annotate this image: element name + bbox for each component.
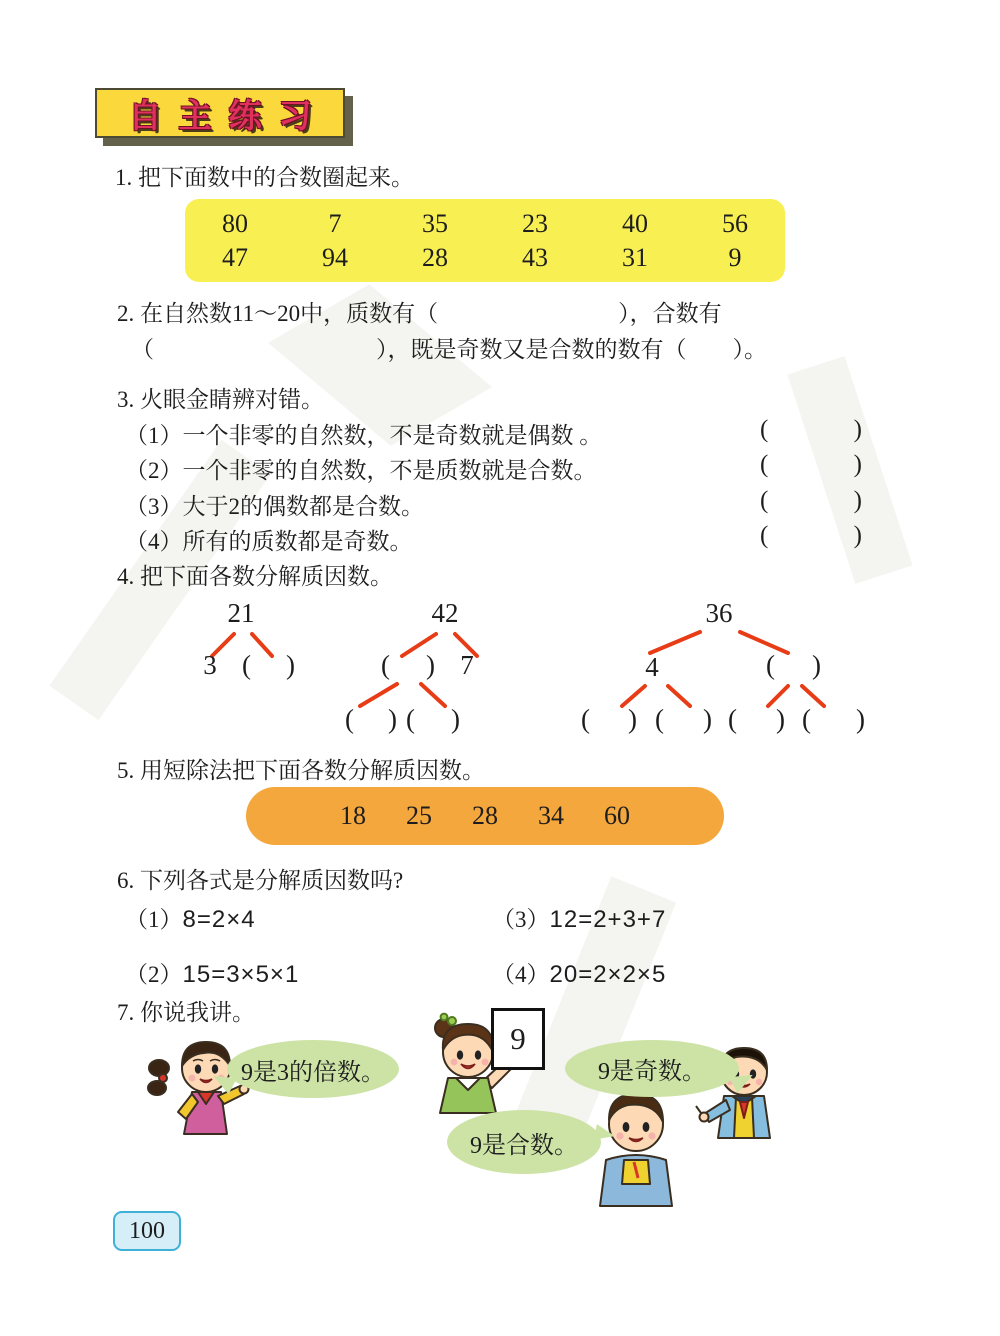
q1-number: 7 <box>328 208 342 238</box>
q3-item-4: （4）所有的质数都是奇数。 <box>125 529 413 554</box>
q1-number: 23 <box>522 208 548 238</box>
speech-bubble-odd <box>565 1040 739 1097</box>
q6-item-label: （2） <box>125 962 183 987</box>
q3-answer-parens <box>760 487 862 515</box>
q6-item-label: （3） <box>492 907 550 932</box>
number-card-value: 9 <box>510 1021 526 1056</box>
q1-number: 35 <box>422 208 448 238</box>
q2-text: 2. 在自然数11～20中，质数有（ <box>117 301 439 326</box>
close-paren: ) <box>286 650 295 680</box>
open-paren: ( <box>766 650 775 680</box>
tree-root-36: 36 <box>705 598 733 628</box>
tree-root-21: 21 <box>227 598 255 628</box>
tree-leaf-7: 7 <box>460 650 474 680</box>
q3-item-1: （1）一个非零的自然数，不是奇数就是偶数 。 <box>125 423 603 448</box>
q1-number-box <box>185 199 785 282</box>
tree-leaf-3: 3 <box>203 650 217 680</box>
speech-text: 9是3的倍数。 <box>241 1059 385 1086</box>
q5-title: 5. 用短除法把下面各数分解质因数。 <box>117 758 485 783</box>
close-paren: ) <box>451 704 460 734</box>
q6-item-expr: 12=2+3+7 <box>549 906 667 933</box>
q4-title: 4. 把下面各数分解质因数。 <box>117 564 393 589</box>
tree-branch-lines <box>0 596 1000 746</box>
q2-line2 <box>131 331 767 364</box>
q1-title: 1. 把下面数中的合数圈起来。 <box>115 165 414 190</box>
page-number: 100 <box>129 1217 165 1244</box>
tree-node-4: 4 <box>645 652 659 682</box>
q1-number: 9 <box>728 242 742 272</box>
speech-bubble-multiple <box>227 1040 399 1098</box>
q7-title: 7. 你说我讲。 <box>117 1000 255 1025</box>
q3-item-2: （2）一个非零的自然数，不是质数就是合数。 <box>125 458 597 483</box>
q2-text: （ <box>131 337 154 362</box>
open-paren: ( <box>760 451 769 478</box>
q2-text: ）。 <box>732 337 767 362</box>
q6-item-expr: 15=3×5×1 <box>182 961 300 988</box>
close-paren: ) <box>776 704 785 734</box>
q6-item-label: （4） <box>492 962 550 987</box>
open-paren: ( <box>406 704 415 734</box>
speech-text: 9是合数。 <box>470 1132 578 1159</box>
q5-number: 25 <box>406 801 432 830</box>
number-card <box>491 1008 545 1070</box>
q3-answer-parens <box>760 451 862 479</box>
q1-number: 31 <box>622 242 648 272</box>
q3-answer-parens <box>760 416 862 444</box>
q1-number: 56 <box>722 208 748 238</box>
close-paren: ) <box>388 704 397 734</box>
q1-number: 28 <box>422 242 448 272</box>
q6-item-4 <box>492 956 666 989</box>
close-paren: ) <box>853 416 862 443</box>
q1-number: 47 <box>222 242 248 272</box>
open-paren: ( <box>760 522 769 549</box>
q5-number: 28 <box>472 801 498 830</box>
q2-text: ），合数有 <box>618 301 722 326</box>
close-paren: ) <box>856 704 865 734</box>
open-paren: ( <box>760 416 769 443</box>
speech-text: 9是奇数。 <box>598 1059 706 1085</box>
close-paren: ) <box>812 650 821 680</box>
q1-number: 94 <box>322 242 348 272</box>
q5-number-pill <box>246 787 724 845</box>
tree-root-42: 42 <box>431 598 459 628</box>
open-paren: ( <box>760 487 769 514</box>
close-paren: ) <box>703 704 712 734</box>
section-banner-title: 自主练习 <box>128 98 329 135</box>
q5-number: 18 <box>340 801 366 830</box>
q6-title: 6. 下列各式是分解质因数吗? <box>117 868 404 893</box>
close-paren: ) <box>628 704 637 734</box>
page-number-badge <box>113 1211 181 1251</box>
q3-item-3: （3）大于2的偶数都是合数。 <box>125 494 424 519</box>
q3-answer-parens <box>760 522 862 550</box>
factor-trees <box>0 596 1000 746</box>
open-paren: ( <box>728 704 737 734</box>
girl-pigtails-illustration <box>146 1032 254 1136</box>
q6-item-expr: 20=2×2×5 <box>549 961 667 988</box>
q6-item-expr: 8=2×4 <box>182 906 256 933</box>
q5-number: 60 <box>604 801 630 830</box>
close-paren: ) <box>853 451 862 478</box>
q6-item-3 <box>492 901 666 934</box>
q6-item-label: （1） <box>125 907 183 932</box>
q2-line1 <box>117 295 722 328</box>
q6-item-1 <box>125 901 256 934</box>
q1-number: 40 <box>622 208 648 238</box>
section-banner <box>95 88 345 138</box>
open-paren: ( <box>345 704 354 734</box>
close-paren: ) <box>853 522 862 549</box>
q5-number: 34 <box>538 801 564 830</box>
open-paren: ( <box>242 650 251 680</box>
q1-number: 43 <box>522 242 548 272</box>
q2-text: ），既是奇数又是合数的数有（ <box>376 337 687 362</box>
close-paren: ) <box>426 650 435 680</box>
q1-number: 80 <box>222 208 248 238</box>
q6-item-2 <box>125 956 299 989</box>
close-paren: ) <box>853 487 862 514</box>
q3-title: 3. 火眼金睛辨对错。 <box>117 387 324 412</box>
open-paren: ( <box>802 704 811 734</box>
open-paren: ( <box>381 650 390 680</box>
speech-bubble-composite <box>447 1110 601 1174</box>
open-paren: ( <box>581 704 590 734</box>
open-paren: ( <box>655 704 664 734</box>
